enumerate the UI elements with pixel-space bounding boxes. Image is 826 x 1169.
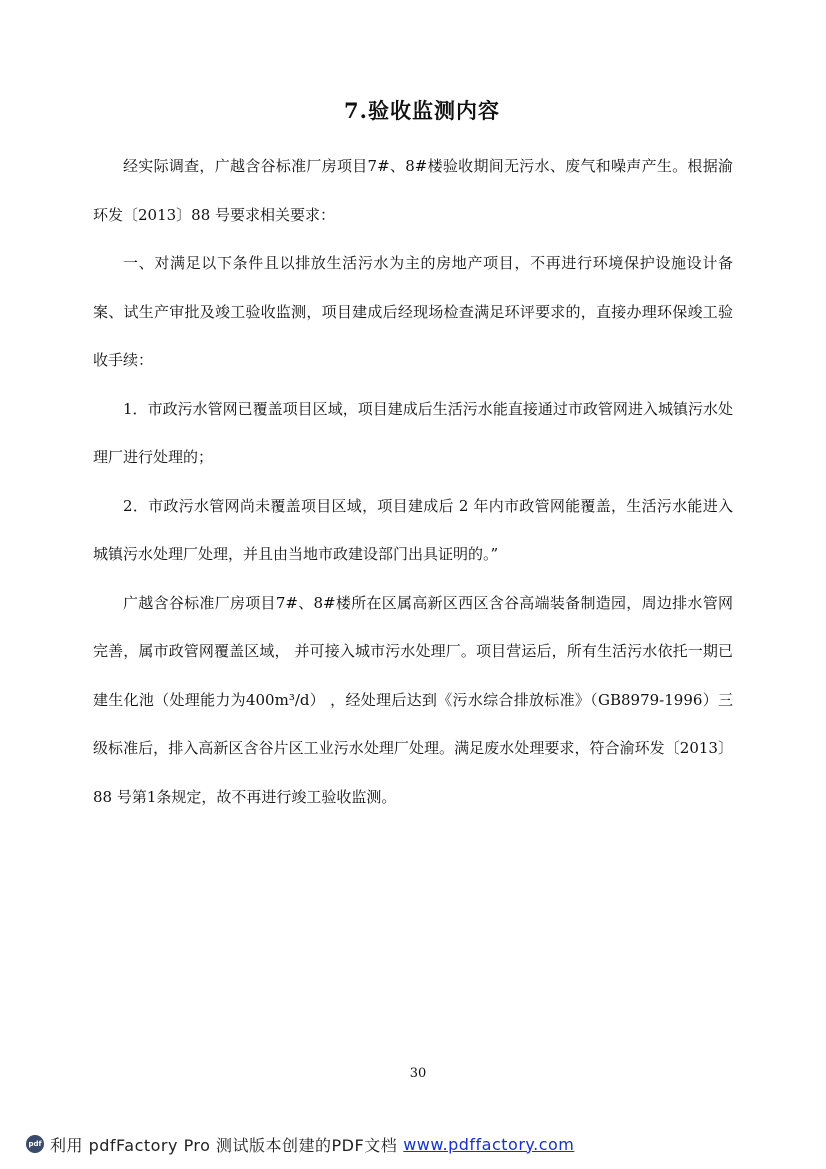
paragraph-condition-1: 1．市政污水管网已覆盖项目区域，项目建成后生活污水能直接通过市政管网进入城镇污水处理厂进行处理的； <box>93 399 733 466</box>
paragraph-conclusion: 广越含谷标准厂房项目7#、8#楼所在区属高新区西区含谷高端装备制造园，周边排水管网完善，属市政管网覆盖区域， 并可接入城市污水处理厂。项目营运后，所有生活污水依托一期已建生化池（处理能力为400m³/d） ，经处理后达到《污水综合排放标准》（GB8979-1996）三级标准后，排入高新区含谷片区工业污水处理厂处理。满足废水处理要求，符合渝环发〔2013〕88 号第1条规定，故不再进行竣工验收监测。 <box>93 593 733 806</box>
watermark-text: 利用 pdfFactory Pro 测试版本创建的PDF文档 <box>50 1135 398 1155</box>
pdffactory-logo-icon: pdf <box>26 1135 44 1153</box>
paragraph-investigation: 经实际调查，广越含谷标准厂房项目7#、8#楼验收期间无污水、废气和噪声产生。根据渝环发〔2013〕88 号要求相关要求： <box>93 157 733 224</box>
paragraph-condition-2: 2．市政污水管网尚未覆盖项目区域，项目建成后 2 年内市政管网能覆盖，生活污水能进入城镇污水处理厂处理，并且由当地市政建设部门出具证明的。” <box>93 496 733 563</box>
document-body <box>93 142 733 821</box>
pdffactory-watermark <box>26 1131 574 1157</box>
page-number: 30 <box>409 1066 427 1081</box>
paragraph-condition-intro: 一、对满足以下条件且以排放生活污水为主的房地产项目，不再进行环境保护设施设计备案、试生产审批及竣工验收监测，项目建成后经现场检查满足环评要求的，直接办理环保竣工验收手续： <box>93 254 733 369</box>
page-title: 7.验收监测内容 <box>344 98 500 123</box>
watermark-link[interactable]: www.pdffactory.com <box>403 1134 575 1154</box>
